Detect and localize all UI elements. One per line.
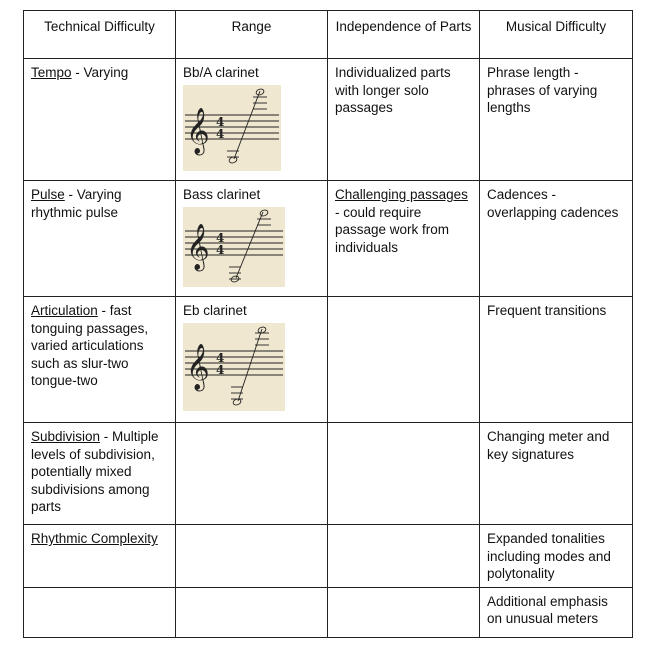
technical-desc: - Varying — [71, 65, 129, 80]
technical-cell — [24, 181, 176, 297]
musical-cell: Additional emphasis on unusual meters — [480, 587, 633, 637]
clarinet-range-staff — [183, 207, 285, 287]
time-signature-bottom: 4 — [216, 362, 225, 377]
header-technical-difficulty: Technical Difficulty — [24, 11, 176, 59]
technical-term: Rhythmic Complexity — [31, 531, 158, 546]
technical-cell — [24, 587, 176, 637]
clarinet-range-staff — [183, 85, 281, 171]
technical-term: Articulation — [31, 303, 98, 318]
independence-cell — [328, 181, 480, 297]
header-musical-difficulty: Musical Difficulty — [480, 11, 633, 59]
technical-term: Pulse — [31, 187, 65, 202]
range-cell — [176, 59, 328, 181]
time-signature-bottom: 4 — [216, 242, 225, 257]
musical-cell: Changing meter and key signatures — [480, 423, 633, 525]
musical-cell: Expanded tonalities including modes and polytonality — [480, 525, 633, 588]
header-independence-of-parts: Independence of Parts — [328, 11, 480, 59]
range-label: Bb/A clarinet — [183, 65, 259, 80]
table-row — [24, 59, 633, 181]
technical-term: Tempo — [31, 65, 72, 80]
independence-term: Challenging passages — [335, 187, 468, 202]
technical-cell — [24, 297, 176, 423]
table-row — [24, 525, 633, 588]
range-label: Eb clarinet — [183, 303, 247, 318]
range-cell — [176, 525, 328, 588]
independence-desc: - could require passage work from individuals — [335, 204, 450, 255]
time-signature-top: 4 — [216, 230, 225, 245]
range-label: Bass clarinet — [183, 187, 261, 202]
range-cell — [176, 423, 328, 525]
technical-term: Subdivision — [31, 429, 101, 444]
treble-clef-icon: 𝄞 — [186, 343, 210, 390]
table-row — [24, 423, 633, 525]
technical-desc: - fast tonguing passages, varied articulations such as slur-two tongue-two — [31, 303, 149, 389]
technical-desc: - Multiple levels of subdivision, potentially mixed subdivisions among parts — [31, 429, 159, 515]
technical-cell — [24, 59, 176, 181]
clarinet-range-staff — [183, 323, 285, 411]
table-row — [24, 181, 633, 297]
header-row — [24, 11, 633, 59]
technical-cell — [24, 525, 176, 588]
range-notes — [229, 209, 271, 283]
technical-cell — [24, 423, 176, 525]
treble-clef-icon: 𝄞 — [186, 223, 210, 270]
independence-cell — [328, 423, 480, 525]
time-signature-top: 4 — [216, 114, 225, 129]
range-notes — [227, 88, 267, 164]
independence-cell — [328, 525, 480, 588]
range-cell — [176, 587, 328, 637]
technical-desc: - Varying rhythmic pulse — [31, 187, 122, 220]
independence-cell — [328, 297, 480, 423]
difficulty-table — [23, 10, 633, 638]
independence-desc: Individualized parts with longer solo passages — [335, 65, 451, 116]
table-row — [24, 587, 633, 637]
table-row — [24, 297, 633, 423]
header-range: Range — [176, 11, 328, 59]
independence-cell — [328, 587, 480, 637]
musical-cell: Phrase length - phrases of varying lengths — [480, 59, 633, 181]
musical-cell: Frequent transitions — [480, 297, 633, 423]
treble-clef-icon: 𝄞 — [186, 107, 210, 154]
range-notes — [231, 326, 269, 406]
time-signature-top: 4 — [216, 350, 225, 365]
time-signature-bottom: 4 — [216, 126, 225, 141]
range-cell — [176, 181, 328, 297]
musical-cell: Cadences - overlapping cadences — [480, 181, 633, 297]
range-cell — [176, 297, 328, 423]
independence-cell — [328, 59, 480, 181]
